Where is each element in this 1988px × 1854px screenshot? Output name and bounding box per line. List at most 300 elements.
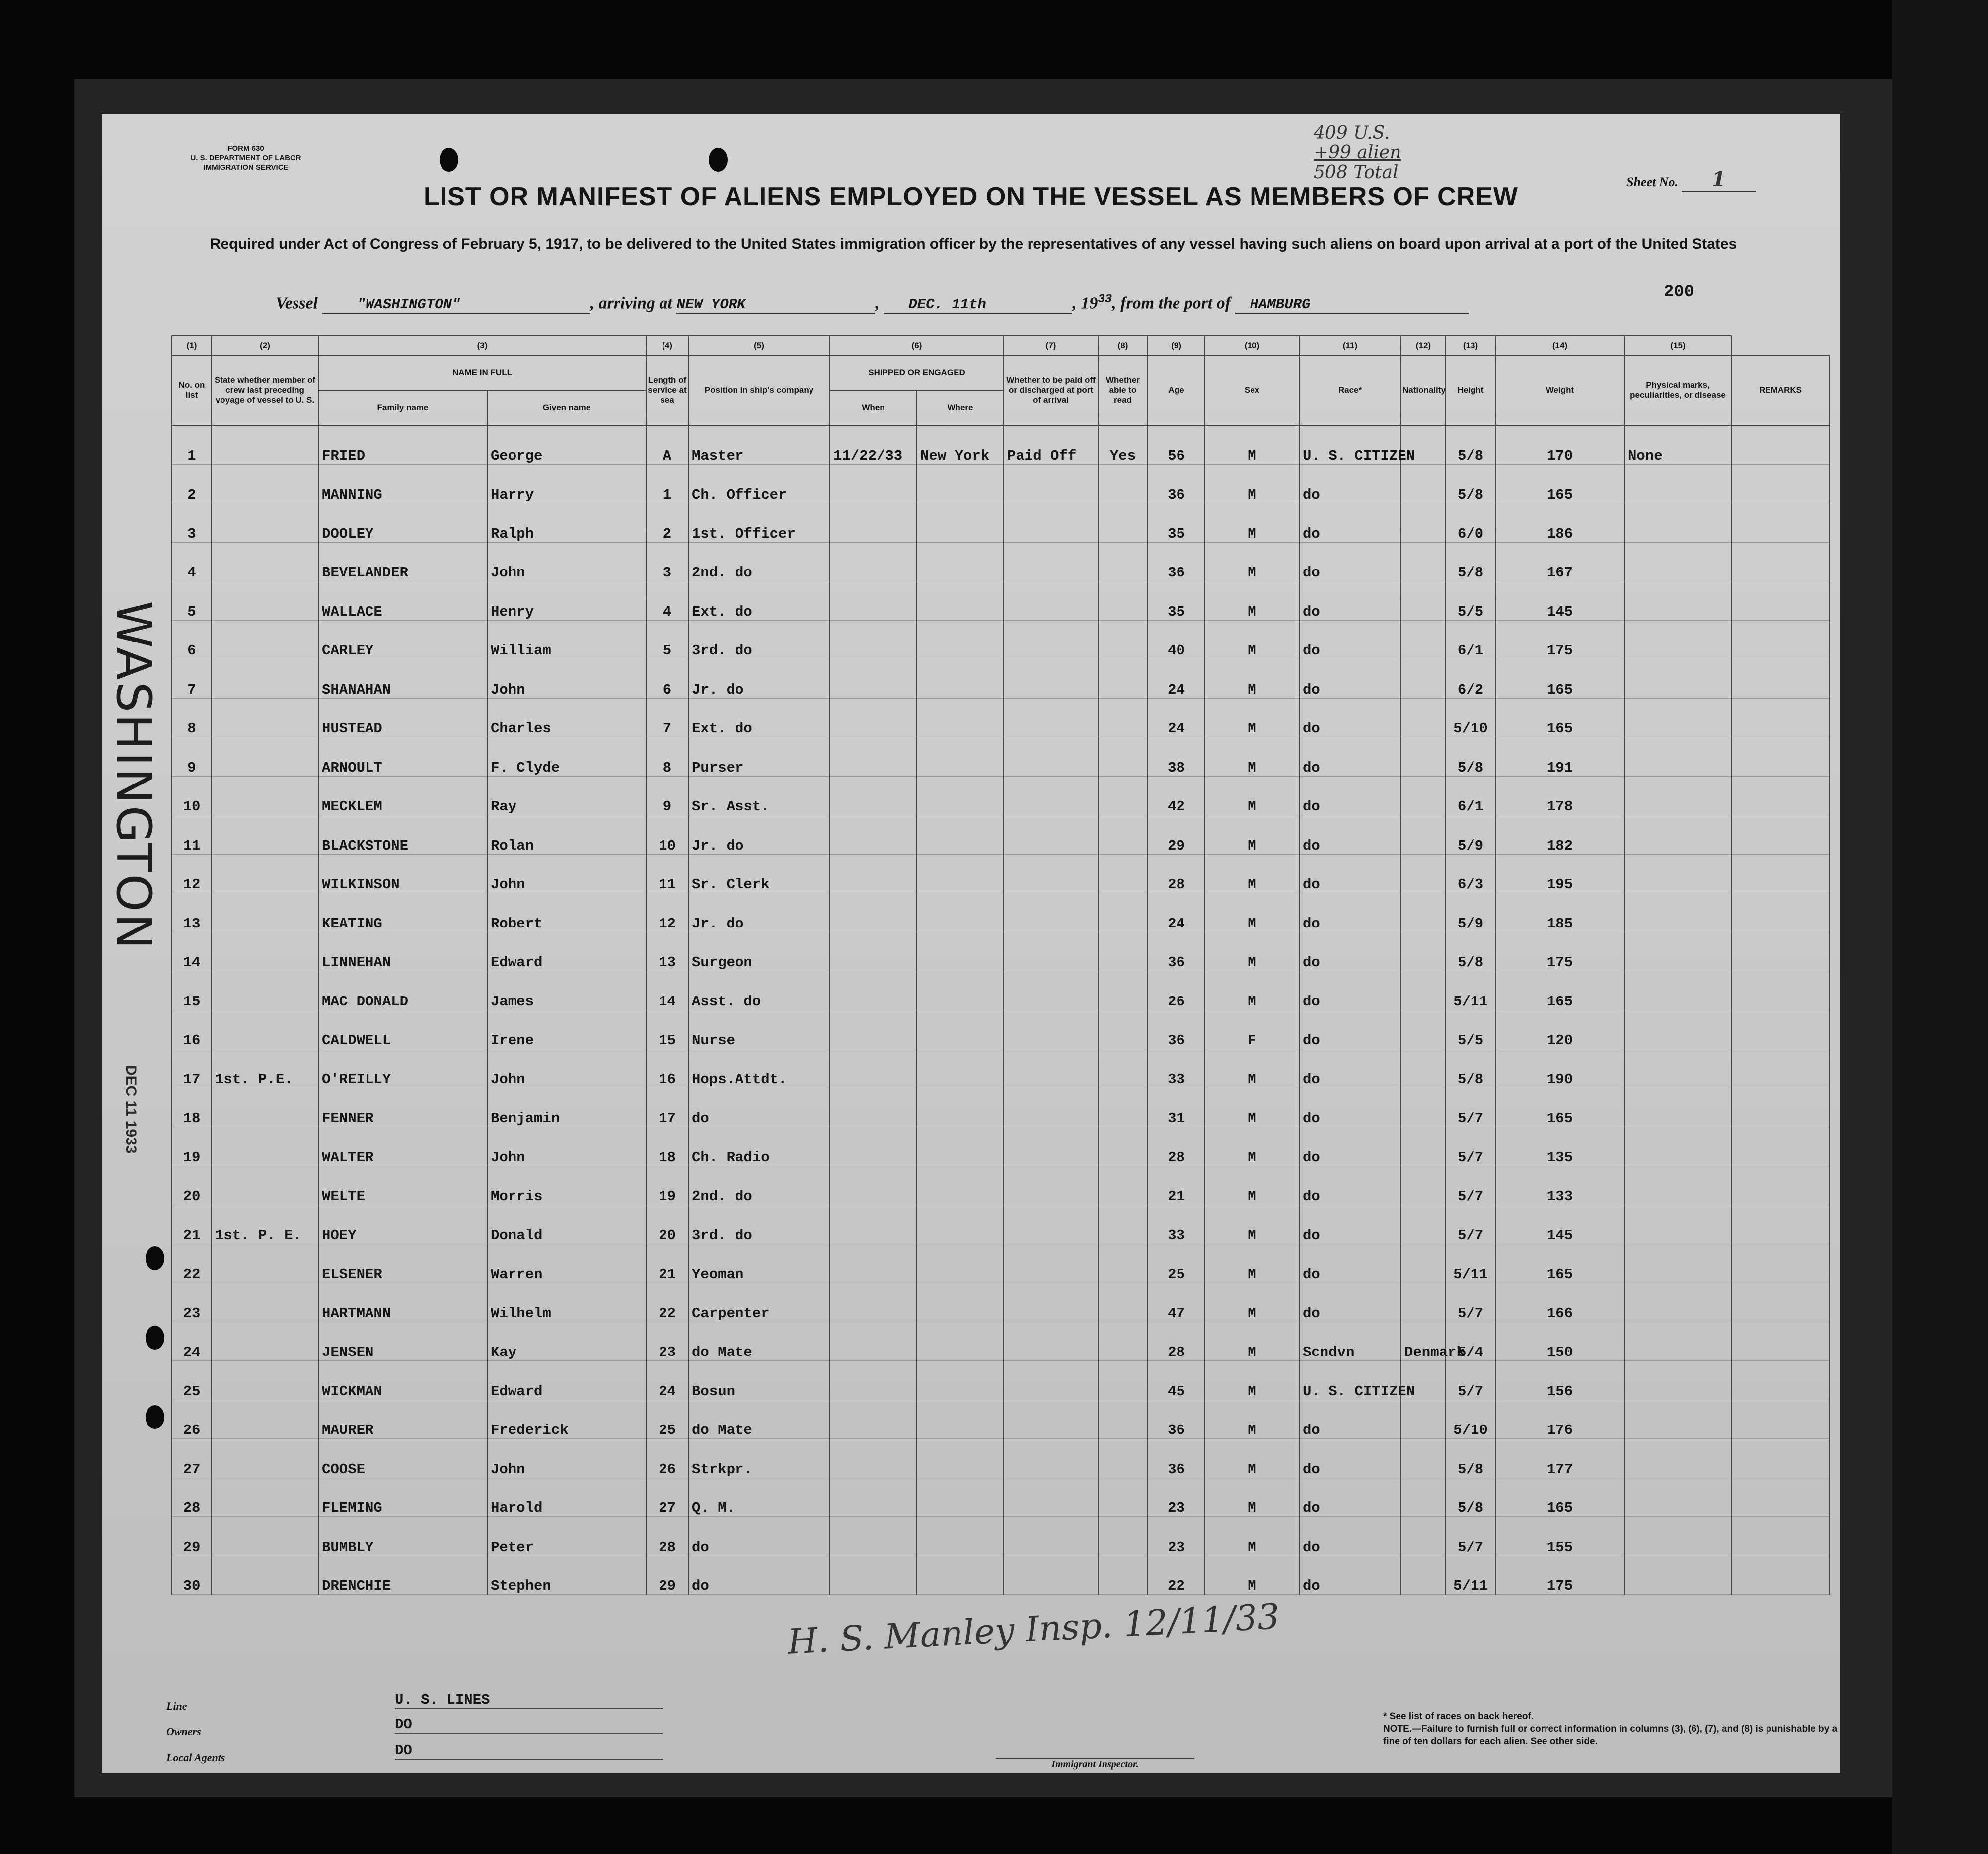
cell-remarks <box>1731 1478 1830 1517</box>
cell-race: do <box>1299 1478 1401 1517</box>
cell-when <box>830 1400 917 1439</box>
cell-no: 3 <box>172 503 212 543</box>
cell-position: Jr. do <box>688 893 830 932</box>
cell-when <box>830 620 917 659</box>
cell-read <box>1098 971 1148 1010</box>
cell-physical <box>1624 581 1731 621</box>
cell-where <box>917 815 1004 855</box>
cell-remarks <box>1731 1322 1830 1361</box>
cell-race: Scndvn <box>1299 1322 1401 1361</box>
cell-nationality <box>1401 1010 1446 1049</box>
cell-remarks <box>1731 1088 1830 1127</box>
cell-weight: 182 <box>1495 815 1624 855</box>
cell-family: HUSTEAD <box>318 698 487 737</box>
cell-nationality <box>1401 1283 1446 1322</box>
cell-height: 5/5 <box>1446 581 1495 621</box>
cell-length: 8 <box>646 737 688 777</box>
cell-height: 5/8 <box>1446 542 1495 581</box>
cell-paid <box>1004 620 1098 659</box>
table-row <box>172 776 1830 815</box>
cell-when <box>830 581 917 621</box>
cell-age: 36 <box>1148 1439 1205 1478</box>
cell-state <box>212 737 318 777</box>
table-row <box>172 542 1830 581</box>
cell-physical <box>1624 1322 1731 1361</box>
vessel-line: Vessel "WASHINGTON" , arriving at NEW YORK , DEC. 11th , $19^{33}$, from the port of HAMBURG <box>276 293 1815 318</box>
cell-age: 36 <box>1148 542 1205 581</box>
cell-age: 28 <box>1148 1322 1205 1361</box>
cell-paid <box>1004 1244 1098 1283</box>
cell-age: 24 <box>1148 893 1205 932</box>
cell-paid <box>1004 1127 1098 1166</box>
cell-when <box>830 815 917 855</box>
cell-length: 1 <box>646 464 688 503</box>
table-row <box>172 581 1830 621</box>
cell-position: do <box>688 1088 830 1127</box>
margin-date-text: DEC 11 1933 <box>123 1065 139 1154</box>
cell-nationality <box>1401 1478 1446 1517</box>
cell-no: 11 <box>172 815 212 855</box>
cell-read <box>1098 1166 1148 1205</box>
form-number: FORM 630 <box>227 144 264 153</box>
races-note: * See list of races on back hereof. <box>1383 1711 1534 1722</box>
cell-height: 6/3 <box>1446 854 1495 893</box>
cell-state <box>212 1283 318 1322</box>
punch-hole <box>146 1326 164 1350</box>
cell-no: 30 <box>172 1556 212 1595</box>
cell-position: 2nd. do <box>688 1166 830 1205</box>
cell-read <box>1098 1205 1148 1244</box>
table-row <box>172 1088 1830 1127</box>
header-no-on-list: No. on list <box>172 356 212 425</box>
cell-sex: M <box>1205 659 1299 699</box>
cell-where <box>917 1166 1004 1205</box>
cell-where <box>917 1049 1004 1088</box>
cell-physical <box>1624 659 1731 699</box>
table-row <box>172 737 1830 777</box>
cell-where <box>917 854 1004 893</box>
cell-sex: M <box>1205 1556 1299 1595</box>
table-row <box>172 1010 1830 1049</box>
table-row <box>172 464 1830 503</box>
cell-position: Master <box>688 425 830 464</box>
cell-age: 45 <box>1148 1361 1205 1400</box>
cell-given: Edward <box>487 932 646 971</box>
cell-position: Asst. do <box>688 971 830 1010</box>
cell-paid <box>1004 776 1098 815</box>
cell-physical <box>1624 1244 1731 1283</box>
cell-where <box>917 1517 1004 1556</box>
cell-family: LINNEHAN <box>318 932 487 971</box>
cell-age: 33 <box>1148 1205 1205 1244</box>
cell-position: do <box>688 1517 830 1556</box>
cell-height: 5/8 <box>1446 464 1495 503</box>
cell-height: 5/7 <box>1446 1166 1495 1205</box>
cell-weight: 185 <box>1495 893 1624 932</box>
cell-family: BLACKSTONE <box>318 815 487 855</box>
col-num-13: (13) <box>1446 336 1495 356</box>
cell-physical <box>1624 542 1731 581</box>
cell-length: 18 <box>646 1127 688 1166</box>
cell-given: Peter <box>487 1517 646 1556</box>
cell-when <box>830 1556 917 1595</box>
header-given-name: Given name <box>487 390 646 425</box>
cell-sex: M <box>1205 854 1299 893</box>
cell-read <box>1098 1244 1148 1283</box>
cell-no: 16 <box>172 1010 212 1049</box>
cell-remarks <box>1731 542 1830 581</box>
cell-read <box>1098 581 1148 621</box>
cell-height: 5/7 <box>1446 1127 1495 1166</box>
cell-nationality <box>1401 1556 1446 1595</box>
cell-state <box>212 503 318 543</box>
cell-state <box>212 776 318 815</box>
cell-state <box>212 1361 318 1400</box>
cell-height: 5/7 <box>1446 1205 1495 1244</box>
cell-state <box>212 932 318 971</box>
cell-no: 24 <box>172 1322 212 1361</box>
cell-position: Surgeon <box>688 932 830 971</box>
cell-weight: 175 <box>1495 1556 1624 1595</box>
cell-nationality <box>1401 854 1446 893</box>
cell-sex: M <box>1205 1127 1299 1166</box>
cell-age: 28 <box>1148 1127 1205 1166</box>
col-num-5: (5) <box>688 336 830 356</box>
cell-where <box>917 932 1004 971</box>
cell-state <box>212 581 318 621</box>
cell-remarks <box>1731 1361 1830 1400</box>
cell-remarks <box>1731 854 1830 893</box>
cell-position: Yeoman <box>688 1244 830 1283</box>
cell-race: do <box>1299 1556 1401 1595</box>
cell-sex: M <box>1205 815 1299 855</box>
cell-race: do <box>1299 659 1401 699</box>
cell-length: 19 <box>646 1166 688 1205</box>
cell-given: Morris <box>487 1166 646 1205</box>
cell-no: 2 <box>172 464 212 503</box>
cell-sex: M <box>1205 698 1299 737</box>
cell-weight: 166 <box>1495 1283 1624 1322</box>
department: U. S. DEPARTMENT OF LABOR <box>190 154 301 162</box>
cell-physical <box>1624 503 1731 543</box>
cell-physical <box>1624 1361 1731 1400</box>
cell-position: 3rd. do <box>688 620 830 659</box>
footnote <box>1383 1711 1840 1748</box>
header-paid-off: Whether to be paid off or discharged at port of arrival <box>1004 356 1098 425</box>
cell-sex: M <box>1205 737 1299 777</box>
cell-paid <box>1004 1049 1098 1088</box>
cell-physical <box>1624 464 1731 503</box>
cell-state <box>212 854 318 893</box>
header-race: Race* <box>1299 356 1401 425</box>
cell-race: U. S. CITIZEN <box>1299 425 1401 464</box>
table-row <box>172 620 1830 659</box>
cell-state <box>212 1322 318 1361</box>
cell-age: 36 <box>1148 932 1205 971</box>
header-able-read: Whether able to read <box>1098 356 1148 425</box>
cell-nationality <box>1401 815 1446 855</box>
cell-age: 31 <box>1148 1088 1205 1127</box>
cell-age: 35 <box>1148 503 1205 543</box>
cell-when <box>830 854 917 893</box>
cell-when <box>830 1361 917 1400</box>
cell-race: do <box>1299 1517 1401 1556</box>
cell-age: 36 <box>1148 464 1205 503</box>
cell-family: FENNER <box>318 1088 487 1127</box>
cell-remarks <box>1731 971 1830 1010</box>
table-row <box>172 503 1830 543</box>
line-value: U. S. LINES <box>395 1692 663 1709</box>
cell-length: 13 <box>646 932 688 971</box>
from-label: from the port of <box>1120 294 1231 313</box>
cell-no: 4 <box>172 542 212 581</box>
cell-race: do <box>1299 1166 1401 1205</box>
cell-weight: 165 <box>1495 1244 1624 1283</box>
cell-paid <box>1004 542 1098 581</box>
cell-length: 24 <box>646 1361 688 1400</box>
cell-remarks <box>1731 659 1830 699</box>
cell-race: do <box>1299 464 1401 503</box>
cell-read <box>1098 815 1148 855</box>
cell-read <box>1098 1400 1148 1439</box>
cell-when <box>830 932 917 971</box>
cell-sex: M <box>1205 620 1299 659</box>
cell-no: 14 <box>172 932 212 971</box>
col-num-12: (12) <box>1401 336 1446 356</box>
cell-physical <box>1624 1517 1731 1556</box>
cell-when <box>830 1049 917 1088</box>
cell-family: DRENCHIE <box>318 1556 487 1595</box>
cell-where <box>917 1361 1004 1400</box>
cell-family: KEATING <box>318 893 487 932</box>
cell-state <box>212 1166 318 1205</box>
header-length-service: Length of service at sea <box>646 356 688 425</box>
cell-state <box>212 971 318 1010</box>
cell-read <box>1098 932 1148 971</box>
cell-where <box>917 464 1004 503</box>
header-physical: Physical marks, peculiarities, or disease <box>1624 356 1731 425</box>
cell-given: Edward <box>487 1361 646 1400</box>
cell-remarks <box>1731 1127 1830 1166</box>
cell-position: Ext. do <box>688 698 830 737</box>
cell-height: 5/10 <box>1446 698 1495 737</box>
cell-read <box>1098 620 1148 659</box>
cell-no: 15 <box>172 971 212 1010</box>
cell-family: MAC DONALD <box>318 971 487 1010</box>
cell-remarks <box>1731 1517 1830 1556</box>
cell-position: Carpenter <box>688 1283 830 1322</box>
cell-race: do <box>1299 1439 1401 1478</box>
cell-where <box>917 503 1004 543</box>
cell-height: 6/0 <box>1446 503 1495 543</box>
cell-age: 40 <box>1148 620 1205 659</box>
cell-nationality <box>1401 581 1446 621</box>
cell-physical <box>1624 1205 1731 1244</box>
cell-length: A <box>646 425 688 464</box>
cell-where <box>917 1244 1004 1283</box>
cell-physical <box>1624 854 1731 893</box>
cell-weight: 176 <box>1495 1400 1624 1439</box>
cell-physical <box>1624 776 1731 815</box>
cell-weight: 167 <box>1495 542 1624 581</box>
cell-when <box>830 1478 917 1517</box>
cell-weight: 165 <box>1495 698 1624 737</box>
cell-length: 20 <box>646 1205 688 1244</box>
cell-no: 5 <box>172 581 212 621</box>
cell-position: 3rd. do <box>688 1205 830 1244</box>
cell-where <box>917 1556 1004 1595</box>
cell-family: DOOLEY <box>318 503 487 543</box>
col-num-3: (3) <box>318 336 646 356</box>
cell-height: 6/1 <box>1446 620 1495 659</box>
cell-physical <box>1624 698 1731 737</box>
cell-no: 25 <box>172 1361 212 1400</box>
cell-no: 26 <box>172 1400 212 1439</box>
cell-nationality <box>1401 1400 1446 1439</box>
cell-read <box>1098 1439 1148 1478</box>
cell-height: 5/9 <box>1446 893 1495 932</box>
cell-height: 5/7 <box>1446 1517 1495 1556</box>
cell-remarks <box>1731 581 1830 621</box>
cell-paid <box>1004 1166 1098 1205</box>
cell-weight: 175 <box>1495 620 1624 659</box>
cell-height: 5/11 <box>1446 971 1495 1010</box>
cell-length: 21 <box>646 1244 688 1283</box>
cell-position: Bosun <box>688 1361 830 1400</box>
cell-length: 11 <box>646 854 688 893</box>
cell-where <box>917 1283 1004 1322</box>
from-port: HAMBURG <box>1235 296 1469 314</box>
footer <box>166 1681 1845 1770</box>
cell-race: do <box>1299 815 1401 855</box>
cell-length: 2 <box>646 503 688 543</box>
cell-height: 5/7 <box>1446 1088 1495 1127</box>
cell-read <box>1098 1478 1148 1517</box>
cell-family: WICKMAN <box>318 1361 487 1400</box>
cell-position: Sr. Clerk <box>688 854 830 893</box>
cell-state <box>212 1478 318 1517</box>
cell-race: do <box>1299 1205 1401 1244</box>
arrival-date: DEC. 11th <box>884 296 1072 314</box>
year-prefix: 19 <box>1081 294 1098 313</box>
cell-given: Charles <box>487 698 646 737</box>
cell-state <box>212 1439 318 1478</box>
cell-age: 29 <box>1148 815 1205 855</box>
cell-weight: 145 <box>1495 1205 1624 1244</box>
cell-length: 16 <box>646 1049 688 1088</box>
cell-family: CARLEY <box>318 620 487 659</box>
cell-weight: 195 <box>1495 854 1624 893</box>
cell-race: do <box>1299 581 1401 621</box>
punch-hole <box>146 1405 164 1429</box>
arriving-port: NEW YORK <box>676 296 875 314</box>
table-row <box>172 1439 1830 1478</box>
cell-when <box>830 737 917 777</box>
table-row <box>172 1049 1830 1088</box>
cell-position: do Mate <box>688 1400 830 1439</box>
cell-given: John <box>487 1439 646 1478</box>
cell-when <box>830 1439 917 1478</box>
cell-nationality <box>1401 776 1446 815</box>
cell-height: 5/8 <box>1446 1478 1495 1517</box>
cell-paid <box>1004 1283 1098 1322</box>
cell-no: 28 <box>172 1478 212 1517</box>
cell-where <box>917 971 1004 1010</box>
cell-read <box>1098 1361 1148 1400</box>
cell-length: 26 <box>646 1439 688 1478</box>
agents-label: Local Agents <box>166 1751 225 1764</box>
cell-where <box>917 698 1004 737</box>
cell-length: 15 <box>646 1010 688 1049</box>
cell-physical <box>1624 1049 1731 1088</box>
cell-weight: 175 <box>1495 932 1624 971</box>
cell-read <box>1098 1517 1148 1556</box>
cell-length: 3 <box>646 542 688 581</box>
cell-physical <box>1624 815 1731 855</box>
cell-paid <box>1004 1088 1098 1127</box>
cell-physical <box>1624 1556 1731 1595</box>
header-age: Age <box>1148 356 1205 425</box>
cell-when <box>830 1283 917 1322</box>
cell-no: 13 <box>172 893 212 932</box>
cell-family: BUMBLY <box>318 1517 487 1556</box>
cell-race: do <box>1299 542 1401 581</box>
cell-age: 26 <box>1148 971 1205 1010</box>
cell-no: 19 <box>172 1127 212 1166</box>
cell-nationality <box>1401 893 1446 932</box>
cell-position: Sr. Asst. <box>688 776 830 815</box>
cell-family: ARNOULT <box>318 737 487 777</box>
cell-physical <box>1624 1166 1731 1205</box>
cell-race: do <box>1299 1244 1401 1283</box>
cell-remarks <box>1731 1205 1830 1244</box>
cell-sex: M <box>1205 1439 1299 1478</box>
cell-where <box>917 1127 1004 1166</box>
cell-family: JENSEN <box>318 1322 487 1361</box>
header-weight: Weight <box>1495 356 1624 425</box>
header-height: Height <box>1446 356 1495 425</box>
cell-paid <box>1004 698 1098 737</box>
cell-race: do <box>1299 698 1401 737</box>
table-row <box>172 1205 1830 1244</box>
cell-length: 7 <box>646 698 688 737</box>
cell-position: 1st. Officer <box>688 503 830 543</box>
cell-weight: 191 <box>1495 737 1624 777</box>
cell-state <box>212 1010 318 1049</box>
cell-position: Nurse <box>688 1010 830 1049</box>
cell-weight: 165 <box>1495 1088 1624 1127</box>
cell-physical <box>1624 1400 1731 1439</box>
cell-read <box>1098 776 1148 815</box>
handwritten-totals <box>1314 123 1401 183</box>
cell-state <box>212 815 318 855</box>
table-row <box>172 1478 1830 1517</box>
cell-length: 22 <box>646 1283 688 1322</box>
cell-family: MAURER <box>318 1400 487 1439</box>
cell-weight: 165 <box>1495 659 1624 699</box>
cell-no: 17 <box>172 1049 212 1088</box>
cell-family: BEVELANDER <box>318 542 487 581</box>
cell-weight: 120 <box>1495 1010 1624 1049</box>
cell-read: Yes <box>1098 425 1148 464</box>
cell-no: 18 <box>172 1088 212 1127</box>
cell-nationality <box>1401 1244 1446 1283</box>
cell-when <box>830 1322 917 1361</box>
cell-family: ELSENER <box>318 1244 487 1283</box>
margin-name-text: WASHINGTON <box>106 601 161 951</box>
cell-paid <box>1004 1361 1098 1400</box>
cell-where: New York <box>917 425 1004 464</box>
